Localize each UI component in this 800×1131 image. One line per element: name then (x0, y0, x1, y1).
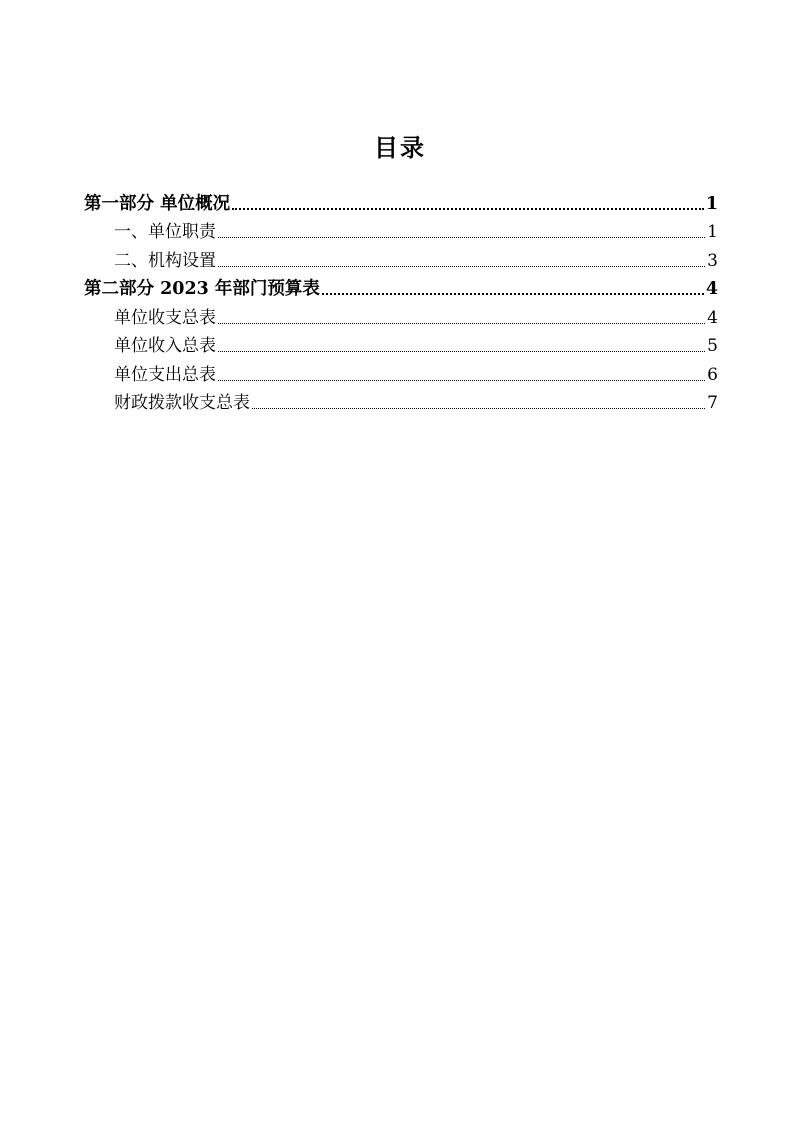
toc-subsection-entry[interactable] (84, 357, 718, 386)
toc-subsection-entry[interactable] (84, 300, 718, 329)
toc-page-number: 4 (705, 279, 718, 299)
toc-dot-leader (322, 293, 704, 295)
toc-page-number: 3 (707, 250, 718, 271)
toc-section-entry[interactable] (84, 272, 718, 301)
toc-page-number: 6 (707, 364, 718, 385)
toc-title: 目录 (374, 133, 426, 162)
toc-entry-label: 单位支出总表 (114, 364, 216, 385)
toc-subsection-entry[interactable] (84, 215, 718, 244)
toc-entry-label: 第二部分 2023 年部门预算表 (84, 279, 320, 299)
toc-entry-label: 第一部分 单位概况 (84, 193, 231, 214)
toc-entry-label: 二、机构设置 (114, 250, 216, 271)
toc-dot-leader (218, 323, 705, 324)
toc-page-number: 5 (707, 336, 718, 356)
table-of-contents (84, 186, 718, 414)
toc-dot-leader (252, 408, 705, 409)
toc-subsection-entry[interactable] (84, 243, 718, 272)
toc-page-number: 1 (707, 222, 718, 242)
toc-dot-leader (232, 208, 704, 210)
toc-subsection-entry[interactable] (84, 329, 718, 358)
toc-dot-leader (218, 237, 705, 238)
toc-page-number: 1 (705, 193, 718, 214)
toc-subsection-entry[interactable] (84, 386, 718, 415)
toc-entry-label: 单位收入总表 (114, 336, 216, 356)
toc-page-number: 4 (707, 307, 718, 328)
toc-dot-leader (218, 266, 705, 267)
toc-section-entry[interactable] (84, 186, 718, 215)
toc-page-number: 7 (707, 393, 718, 413)
toc-dot-leader (218, 380, 705, 381)
toc-entry-label: 财政拨款收支总表 (114, 393, 250, 413)
toc-entry-label: 一、单位职责 (114, 222, 216, 242)
toc-entry-label: 单位收支总表 (114, 307, 216, 328)
toc-dot-leader (218, 351, 705, 352)
